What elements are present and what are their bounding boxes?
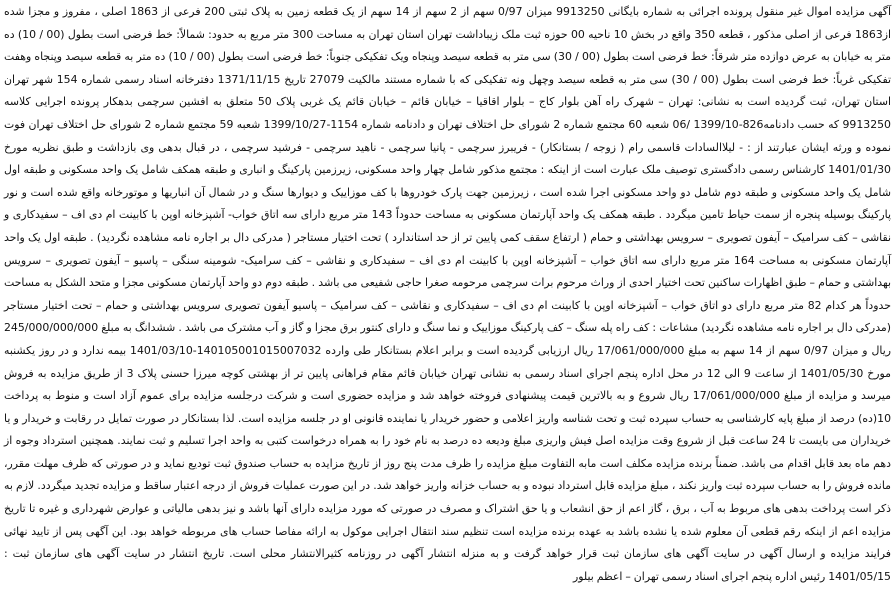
notice-paragraph: آگهی مزایده اموال غیر منقول پرونده اجرائی به شماره بایگانی 9913250 میزان 0/97 سهم از 2 سهم از 14 سهم از یک قطعه زمین به پلاک ثبتی 200 فرعی از 1863 اصلی ، مفروز و مجزا شده از1863 فرعی از اصلی مذکور ، قطعه 350 واقع در بخش 10 ناحیه 00 حوزه ثبت ملک زیباداشت تهران استان تهران به مساحت 300 متر مربع به حدود: شمالاً: خط فرضی است بطول (00 / 10) ده متر به خیابان به عرض دوازده متر شرقاً: خط فرضی است بطول (00 / 30) سی متر به قطعه سیصد وپنجاه ویک تفکیکی جنوباً: خط فرضی است بطول (00 / 10) ده متر به قطعه سیصد وپنجاه وهفت تفکیکی غرباً: خط فرضی است بطول (00 / 30) سی متر به قطعه سیصد وچهل ونه تفکیکی که با شماره مستند مالکیت 27079 تاریخ 1371/11/15 دفترخانه اسناد رسمی شماره 154 شهر تهران استان تهران، ثبت گردیده است به نشانی: تهران – شهرک راه آهن بلوار کاج – بلوار اقاقیا – خیابان قائم – خیابان قائم یک غربی پلاک 50 متعلق به افشین سرچمی بدهکار پرونده اجرایی کلاسه 9913250 که حسب دادنامه826-1399/10 /06 شعبه 60 مجتمع شماره 2 شورای حل اختلاف تهران و دادنامه شماره 1154-1399/10/27 شعبه 59 مجتمع شماره 2 شورای حل اختلاف تهران فوت نموده و ورثه ایشان عبارتند از : - لیلاالسادات قاسمی رام ( زوجه / بستانکار) - فریبرز سرچمی - پانیا سرچمی - ناهید سرچمی - فرشید سرچمی ، در قبال بدهی وی بازداشت و طبق نظریه مورخ 1401/01/30 کارشناس رسمی دادگستری توصیف ملک عبارت است از اینکه : مجتمع مذکور شامل چهار واحد مسکونی، زیرزمین پارکینگ و انباری و طبقه همکف شامل یک واحد مسکونی و طبقه اول شامل یک واحد مسکونی و طبقه دوم شامل دو واحد مسکونی اجرا شده است ، زیرزمین جهت پارک خودروها با کف موزاییک و دیوارها سنگ و در شمال آن انباریها و موتورخانه واقع شده است و نور پارکینگ بوسیله پنجره از سمت حیاط تامین میگردد . طبقه همکف یک واحد آپارتمان مسکونی به مساحت حدوداً 143 متر مربع دارای سه اتاق خواب- آشپزخانه اوپن با کابینت ام دی اف – سفیدکاری و نقاشی – کف سرامیک – آیفون تصویری – سرویس بهداشتی و حمام ( ارتفاع سقف کمی پایین تر از حد استاندارد ) تحت اختیار مستاجر ( مدرکی دال بر اجاره نامه مشاهده نگردید) . طبقه اول یک واحد آپارتمان مسکونی به مساحت 164 متر مربع دارای سه اتاق خواب – آشپزخانه اوپن با کابینت ام دی اف – سفیدکاری و نقاشی – کف سرامیک- شومینه سنگی – پاسیو – آیفون تصویری – سرویس بهداشتی و حمام – طبق اظهارات ساکنین تحت اختیار احدی از وراث مرحوم برات سرچمی مرحومه صغرا حاجی شفیعی می باشد . طبقه دوم دو واحد آپارتمان مسکونی مجزا و متحد الشکل به مساحت حدوداً هر کدام 82 متر مربع دارای دو اتاق خواب – آشپزخانه اوپن با کابینت ام دی اف – سفیدکاری و نقاشی – کف سرامیک – پاسیو آیفون تصویری سرویس بهداشتی و حمام – تحت اختیار مستاجر (مدرکی دال بر اجاره نامه مشاهده نگردید) مشاعات : کف راه پله سنگ – کف پارکینگ موزاییک و نما سنگ و دارای کنتور برق مجزا و گاز و آب مشترک می باشد . ششدانگ به مبلغ 245/000/000/000 ریال و میزان 0/97 سهم از 14 سهم به مبلغ 17/061/000/000 ریال ارزیابی گردیده است و برابر اعلام بستانکار طی وارده 14010500101500703‌2-1401/03/10 بیمه ندارد و در روز یکشنبه مورخ 1401/05/30 از ساعت 9 الی 12 در محل اداره پنجم اجرای اسناد رسمی به نشانی تهران خیابان قائم مقام فراهانی پایین تر از بهشتی کوچه میرزا حسنی پلاک 3 از طریق مزایده به فروش میرسد و مزایده از مبلغ 17/061/000/000 ریال شروع و به بالاترین قیمت پیشنهادی فروخته خواهد شد و مزایده حضوری است و شرکت درجلسه مزایده برای عموم آزاد است و منوط به پرداخت 10(ده) درصد از مبلغ پایه کارشناسی به حساب سپرده ثبت و تحت شناسه واریز اعلامی و حضور خریدار یا نماینده قانونی او در جلسه مزایده است. لذا بستانکار در صورت تمایل در رقابت و خریدار و یا خریداران می بایست تا 24 ساعت قبل از شروع وقت مزایده اصل فیش واریزی مبلغ ودیعه ده درصد به نام خود را به همراه درخواست کتبی به واحد اجرا تسلیم و ثبت نمایند. همچنین استرداد وجوه از دهم ماه بعد قابل اقدام می باشد. ضمناً برنده مزایده مکلف است مابه التفاوت مبلغ مزایده را ظرف مدت پنج روز از تاریخ مزایده به حساب صندوق ثبت تودیع نماید و در صورتی که ظرف مهلت مقرر، مانده فروش را به حساب سپرده ثبت واریز نکند ، مبلغ مزایده قابل استرداد نبوده و به حساب خزانه واریز خواهد شد. در این صورت عملیات فروش از درجه اعتبار ساقط و مزایده تجدید میگردد. لازم به ذکر است پرداخت بدهی های مربوط به آب ، برق ، گاز اعم از حق انشعاب و یا حق اشتراک و مصرف در صورتی که مورد مزایده دارای آنها باشد و نیز بدهی مالیاتی و عوارض شهرداری و غیره تا تاریخ مزایده اعم از اینکه رقم قطعی آن معلوم شده یا نشده باشد به عهده برنده مزایده است تنظیم سند انتقال اجرایی موکول به ارائه مفاصا حساب های مربوطه خواهد بود. این آگهی پس از تایید نهائی فرایند مزایده و ارسال آگهی در سایت آگهی های سازمان ثبت قرار خواهد گرفت و به منزله انتشار آگهی در روزنامه کثیرالانتشار محلی است. تاریخ انتشار در سایت آگهی های سازمان ثبت : 1401/05/15 رئیس اداره پنجم اجرای اسناد رسمی تهران – اعظم بیلور <box>4 5 892 583</box>
